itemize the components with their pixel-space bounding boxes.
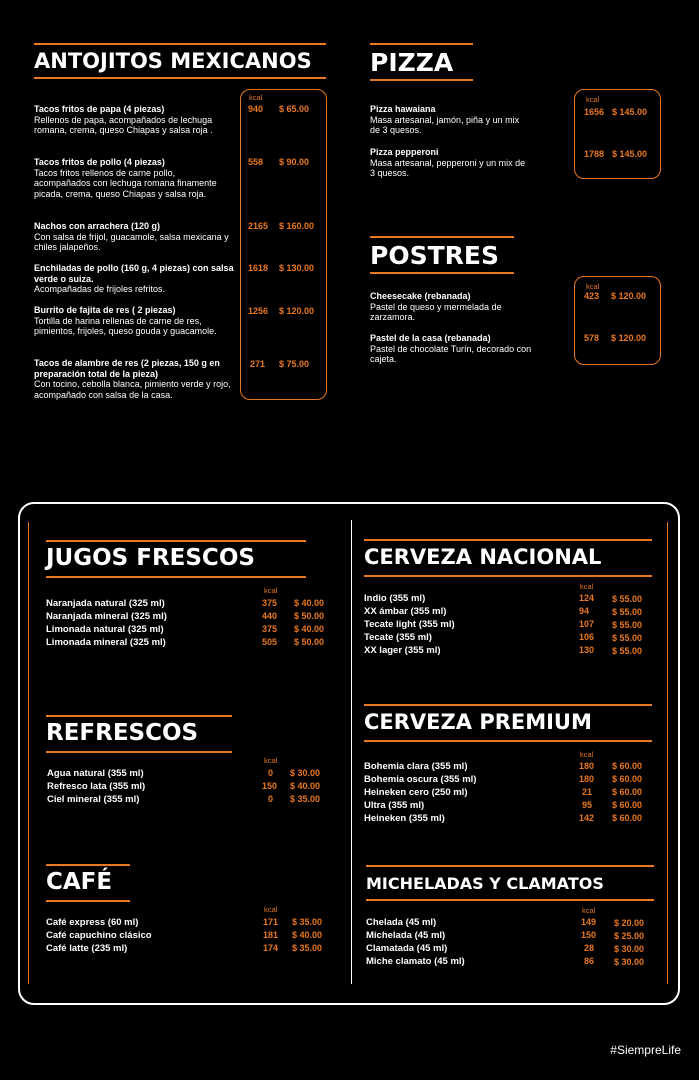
- item-kcal: 375: [262, 598, 278, 608]
- item-name: Tecate (355 ml): [364, 632, 432, 643]
- heading-rule: [364, 740, 652, 742]
- heading-rule: [46, 576, 306, 578]
- item-kcal: 106: [579, 632, 595, 642]
- item-name: Tacos fritos de papa (4 piezas): [34, 104, 165, 114]
- item-name: Café express (60 ml): [46, 917, 139, 928]
- item-description: Pastel de queso y mermelada de zarzamora.: [370, 301, 502, 322]
- item-kcal: 180: [579, 761, 595, 771]
- antojitos-title: ANTOJITOS MEXICANOS: [34, 49, 312, 73]
- cafe-title: CAFÉ: [46, 869, 113, 895]
- menu-item: [370, 291, 540, 323]
- item-name: Limonada natural (325 ml): [46, 624, 164, 635]
- item-name: Café capuchino clásico: [46, 930, 152, 941]
- heading-rule: [34, 77, 326, 79]
- heading-rule: [46, 715, 232, 717]
- item-name: XX ámbar (355 ml): [364, 606, 447, 617]
- item-description: Tortilla de harina rellenas de carne de res, pimientos, frijoles, queso gouda y guacamole.: [34, 315, 217, 336]
- item-kcal: 423: [584, 291, 600, 301]
- item-name: Pastel de la casa (rebanada): [370, 333, 491, 343]
- item-price: $ 40.00: [290, 781, 321, 791]
- kcal-label: kcal: [264, 586, 278, 595]
- item-name: Refresco lata (355 ml): [47, 781, 146, 792]
- item-price: $ 55.00: [612, 620, 643, 630]
- heading-rule: [46, 540, 306, 542]
- menu-item: [34, 358, 234, 400]
- item-kcal: 94: [579, 606, 590, 616]
- item-name: Naranjada natural (325 ml): [46, 598, 165, 609]
- item-kcal: 149: [581, 917, 597, 927]
- menu-item: [370, 104, 530, 136]
- item-kcal: 2165: [248, 221, 269, 231]
- item-price: $ 130.00: [279, 263, 315, 273]
- item-description: Rellenos de papa, acompañados de lechuga romana, crema, queso Chiapas y salsa roja .: [34, 114, 213, 135]
- item-price: $ 55.00: [612, 594, 643, 604]
- item-price: $ 60.00: [612, 787, 643, 797]
- item-price: $ 90.00: [279, 157, 310, 167]
- item-price: $ 35.00: [292, 917, 323, 927]
- item-price: $ 145.00: [612, 149, 648, 159]
- item-kcal: 375: [262, 624, 278, 634]
- item-kcal: 95: [582, 800, 593, 810]
- item-price: $ 60.00: [612, 800, 643, 810]
- item-name: Cheesecake (rebanada): [370, 291, 471, 301]
- item-name: Agua natural (355 ml): [47, 768, 144, 779]
- item-kcal: 558: [248, 157, 264, 167]
- heading-rule: [366, 899, 654, 901]
- item-price: $ 60.00: [612, 774, 643, 784]
- item-kcal: 1656: [584, 107, 605, 117]
- item-kcal: 171: [263, 917, 279, 927]
- item-price: $ 35.00: [292, 943, 323, 953]
- item-price: $ 40.00: [294, 598, 325, 608]
- item-kcal: 440: [262, 611, 278, 621]
- item-name: Miche clamato (45 ml): [366, 956, 465, 967]
- item-price: $ 35.00: [290, 794, 321, 804]
- frame-left-line: [28, 522, 29, 984]
- pizza-title: PIZZA: [370, 48, 454, 77]
- frame-center-divider: [351, 520, 352, 984]
- item-name: Clamatada (45 ml): [366, 943, 448, 954]
- item-price: $ 20.00: [614, 918, 645, 928]
- item-name: Ciel mineral (355 ml): [47, 794, 140, 805]
- heading-rule: [46, 864, 130, 866]
- item-kcal: 174: [263, 943, 279, 953]
- kcal-label: kcal: [586, 95, 600, 104]
- item-kcal: 180: [579, 774, 595, 784]
- kcal-label: kcal: [582, 906, 596, 915]
- kcal-label: kcal: [580, 582, 594, 591]
- kcal-label: kcal: [580, 750, 594, 759]
- kcal-label: kcal: [264, 905, 278, 914]
- item-price: $ 30.00: [614, 957, 645, 967]
- item-price: $ 50.00: [294, 637, 325, 647]
- heading-rule: [364, 539, 652, 541]
- item-kcal: 130: [579, 645, 595, 655]
- item-name: Naranjada mineral (325 ml): [46, 611, 167, 622]
- heading-rule: [364, 575, 652, 577]
- kcal-label: kcal: [249, 93, 263, 102]
- item-kcal: 181: [263, 930, 279, 940]
- item-price: $ 30.00: [614, 944, 645, 954]
- menu-item: [34, 157, 234, 199]
- item-name: Heineken cero (250 ml): [364, 787, 468, 798]
- item-description: Masa artesanal, jamón, piña y un mix de 3 quesos.: [370, 114, 520, 135]
- item-name: Heineken (355 ml): [364, 813, 445, 824]
- item-description: Acompañadas de frijoles refritos.: [34, 284, 166, 294]
- item-price: $ 55.00: [612, 633, 643, 643]
- item-description: Con tocino, cebolla blanca, pimiento verde y rojo, acompañado con salsa de la casa.: [34, 379, 231, 400]
- item-kcal: 142: [579, 813, 595, 823]
- item-name: Pizza hawaiana: [370, 104, 436, 114]
- item-price: $ 30.00: [290, 768, 321, 778]
- price-box: [240, 89, 327, 400]
- heading-rule: [370, 79, 473, 81]
- item-kcal: 1256: [248, 306, 269, 316]
- item-price: $ 25.00: [614, 931, 645, 941]
- item-kcal: 940: [248, 104, 264, 114]
- menu-item: [34, 263, 234, 295]
- item-description: Tacos fritos rellenos de carne pollo, acompañados con lechuga romana finamente picada, crema, queso Chiapas y salsa roja.: [34, 167, 217, 199]
- item-name: Tacos de alambre de res (2 piezas, 150 g en preparación total de la pieza): [34, 358, 220, 379]
- item-kcal: 1788: [584, 149, 605, 159]
- item-name: XX lager (355 ml): [364, 645, 441, 656]
- item-kcal: 0: [268, 794, 274, 804]
- kcal-label: kcal: [264, 756, 278, 765]
- heading-rule: [366, 865, 654, 867]
- item-price: $ 55.00: [612, 646, 643, 656]
- item-price: $ 75.00: [279, 359, 310, 369]
- footer-hashtag: #SiempreLife: [610, 1043, 681, 1057]
- item-price: $ 50.00: [294, 611, 325, 621]
- heading-rule: [370, 43, 473, 45]
- item-kcal: 21: [582, 787, 593, 797]
- item-name: Enchiladas de pollo (160 g, 4 piezas) con salsa verde o suiza.: [34, 263, 234, 284]
- heading-rule: [370, 236, 514, 238]
- kcal-label: kcal: [586, 282, 600, 291]
- item-name: Tecate light (355 ml): [364, 619, 455, 630]
- item-kcal: 578: [584, 333, 600, 343]
- menu-item: [34, 221, 234, 253]
- item-kcal: 150: [262, 781, 278, 791]
- item-kcal: 107: [579, 619, 595, 629]
- item-price: $ 160.00: [279, 221, 315, 231]
- item-kcal: 150: [581, 930, 597, 940]
- item-name: Burrito de fajita de res ( 2 piezas): [34, 305, 176, 315]
- cerveza-premium-title: CERVEZA PREMIUM: [364, 710, 592, 734]
- menu-item: [370, 333, 540, 365]
- item-name: Michelada (45 ml): [366, 930, 446, 941]
- item-price: $ 120.00: [611, 291, 647, 301]
- item-name: Bohemia clara (355 ml): [364, 761, 468, 772]
- item-price: $ 60.00: [612, 813, 643, 823]
- frame-right-line: [667, 522, 668, 984]
- item-description: Con salsa de frijol, guacamole, salsa mexicana y chiles jalapeños.: [34, 231, 229, 252]
- item-kcal: 28: [584, 943, 595, 953]
- item-kcal: 1618: [248, 263, 269, 273]
- item-kcal: 124: [579, 593, 595, 603]
- heading-rule: [34, 43, 326, 45]
- item-name: Nachos con arrachera (120 g): [34, 221, 161, 231]
- item-price: $ 55.00: [612, 607, 643, 617]
- item-kcal: 271: [250, 359, 266, 369]
- menu-item: [34, 104, 234, 136]
- menu-item: [34, 305, 234, 337]
- item-name: Indio (355 ml): [364, 593, 426, 604]
- item-name: Tacos fritos de pollo (4 piezas): [34, 157, 165, 167]
- micheladas-title: MICHELADAS Y CLAMATOS: [366, 874, 604, 893]
- item-price: $ 145.00: [612, 107, 648, 117]
- item-description: Masa artesanal, pepperoni y un mix de 3 quesos.: [370, 157, 526, 178]
- item-price: $ 40.00: [292, 930, 323, 940]
- item-price: $ 120.00: [279, 306, 315, 316]
- item-price: $ 65.00: [279, 104, 310, 114]
- jugos-title: JUGOS FRESCOS: [46, 545, 255, 571]
- item-name: Chelada (45 ml): [366, 917, 437, 928]
- item-kcal: 505: [262, 637, 278, 647]
- postres-title: POSTRES: [370, 241, 499, 270]
- item-name: Ultra (355 ml): [364, 800, 425, 811]
- item-price: $ 120.00: [611, 333, 647, 343]
- item-price: $ 60.00: [612, 761, 643, 771]
- item-name: Bohemia oscura (355 ml): [364, 774, 477, 785]
- item-kcal: 86: [584, 956, 595, 966]
- item-name: Limonada mineral (325 ml): [46, 637, 166, 648]
- item-kcal: 0: [268, 768, 274, 778]
- heading-rule: [46, 900, 130, 902]
- menu-item: [370, 147, 530, 179]
- heading-rule: [364, 704, 652, 706]
- item-name: Pizza pepperoni: [370, 147, 439, 157]
- item-price: $ 40.00: [294, 624, 325, 634]
- refrescos-title: REFRESCOS: [46, 720, 199, 746]
- heading-rule: [370, 272, 514, 274]
- cerveza-nacional-title: CERVEZA NACIONAL: [364, 545, 602, 569]
- item-name: Café latte (235 ml): [46, 943, 128, 954]
- heading-rule: [46, 751, 232, 753]
- item-description: Pastel de chocolate Turín, decorado con cajeta.: [370, 343, 532, 364]
